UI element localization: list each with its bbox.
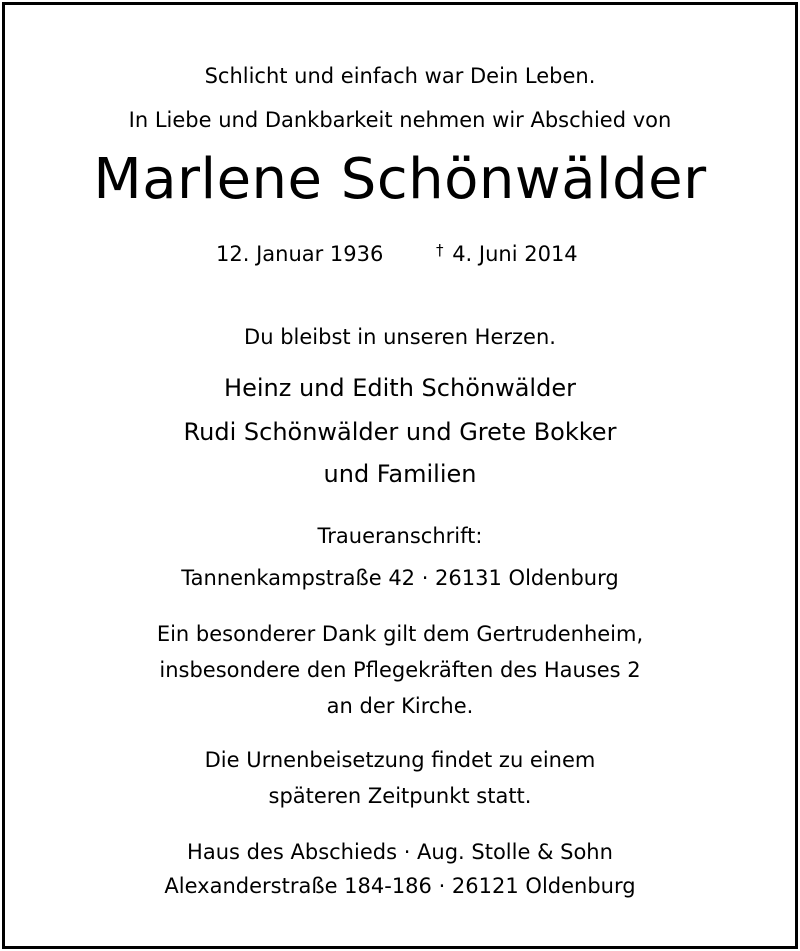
birth-date: 12. Januar 1936 <box>216 242 384 266</box>
mourner-line-1: Heinz und Edith Schönwälder <box>224 374 576 402</box>
mourner-line-3: und Familien <box>323 460 477 488</box>
death-date-group <box>436 241 578 266</box>
thanks-line-1: Ein besonderer Dank gilt dem Gertrudenheim, <box>156 622 644 646</box>
deceased-name: Marlene Schönwälder <box>93 147 707 212</box>
motto: Du bleibst in unseren Herzen. <box>244 325 556 349</box>
address-label: Traueranschrift: <box>317 524 483 548</box>
thanks-line-2: insbesondere den Pflegekräften des Hauses 2 <box>159 658 641 682</box>
cross-icon: † <box>436 241 444 259</box>
undertaker-line-2: Alexanderstraße 184-186 · 26121 Oldenburg <box>164 874 636 898</box>
death-date: 4. Juni 2014 <box>452 242 578 266</box>
burial-line-2: späteren Zeitpunkt statt. <box>268 784 532 808</box>
undertaker-line-1: Haus des Abschieds · Aug. Stolle & Sohn <box>187 840 613 864</box>
address-value: Tannenkampstraße 42 · 26131 Oldenburg <box>181 566 619 590</box>
intro-line-2: In Liebe und Dankbarkeit nehmen wir Abschied von <box>128 108 672 132</box>
burial-line-1: Die Urnenbeisetzung findet zu einem <box>204 748 596 772</box>
mourner-line-2: Rudi Schönwälder und Grete Bokker <box>183 418 617 446</box>
thanks-line-3: an der Kirche. <box>326 694 474 718</box>
intro-line-1: Schlicht und einfach war Dein Leben. <box>204 64 596 88</box>
